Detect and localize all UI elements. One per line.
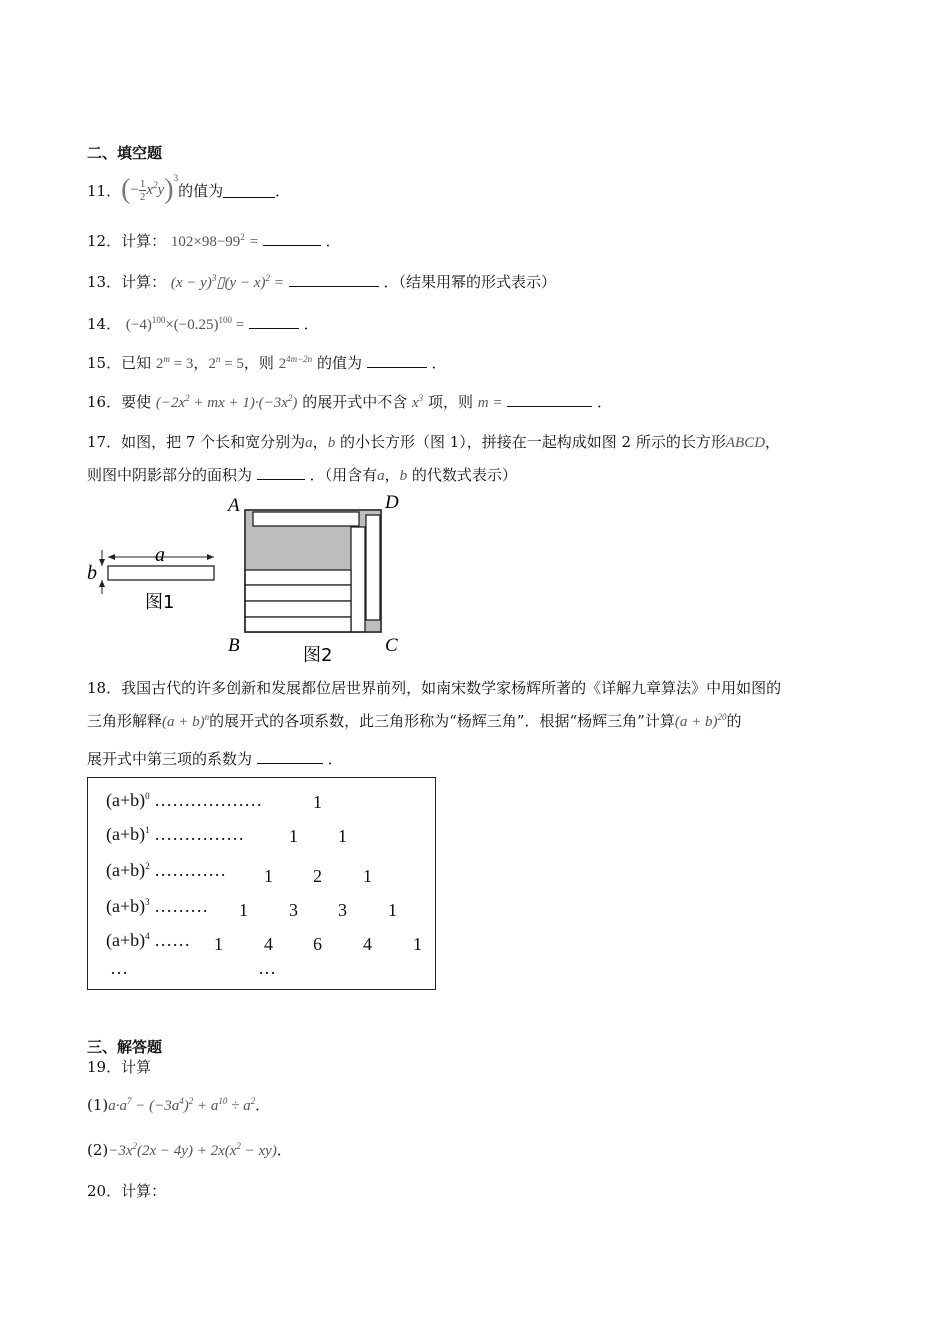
coeff: 2 xyxy=(313,866,322,886)
triangle-row-3: $(a+b)^3$ ……… xyxy=(106,896,209,916)
coeff: 1 xyxy=(413,934,422,954)
answer-blank-16[interactable] xyxy=(507,392,592,407)
coeff: 6 xyxy=(313,934,322,954)
fig1-label-a: a xyxy=(155,544,165,566)
coeff: 4 xyxy=(264,934,273,954)
section-title-fill: 二、填空题 xyxy=(87,144,163,162)
coeff: 1 xyxy=(289,826,298,846)
triangle-row-2: $(a+b)^2$ ………… xyxy=(106,860,227,880)
coeff: 1 xyxy=(264,866,273,886)
triangle-row-4: $(a+b)^4$ …… xyxy=(106,930,191,950)
figure-1 xyxy=(87,544,214,613)
fig1-label-b: b xyxy=(87,562,97,584)
answer-blank-15[interactable] xyxy=(367,353,427,368)
question-19: 19．计算 xyxy=(87,1058,152,1076)
q11-text: 的值为 xyxy=(178,181,224,200)
fig2-label-D: D xyxy=(385,492,399,513)
coeff: 1 xyxy=(214,934,223,954)
question-11: 11． ( − $\frac{1}{2}$ $x^2y$ ) $^3$ 的值为 ． xyxy=(87,173,291,205)
q12-expression: 102×98−99 xyxy=(170,234,241,250)
answer-blank-13[interactable] xyxy=(289,272,379,287)
question-12: 12．计算： $102\times 98-99^2$ = ． xyxy=(87,232,341,250)
triangle-ellipsis-mid: … xyxy=(258,958,276,978)
question-20: 20．计算： xyxy=(87,1182,167,1200)
question-18-line1: 18．我国古代的许多创新和发展都位居世界前列，如南宋数学家杨辉所著的《详解九章算法》中用如图的 xyxy=(87,679,782,697)
section-title-answer: 三、解答题 xyxy=(87,1038,163,1056)
fig2-label-C: C xyxy=(385,635,398,656)
coeff: 3 xyxy=(338,900,347,920)
question-19-part1: $(1)a\cdot a^7 - (-3a^4)^2 + a^{10} \div a^2$． xyxy=(87,1096,271,1114)
fig2-label-B: B xyxy=(228,635,240,656)
coeff: 1 xyxy=(239,900,248,920)
question-14: 14． $(-4)^{100}\times(-0.25)^{100}$ = ． xyxy=(87,315,319,333)
question-18-line3: 展开式中第三项的系数为 ． xyxy=(87,750,343,768)
fig2-label-A: A xyxy=(228,495,240,516)
fig2-caption: 图2 xyxy=(303,645,333,666)
question-19-part2: $(2)-3x^2(2x - 4y) + 2x(x^2 - xy)$． xyxy=(87,1141,292,1159)
coeff: 1 xyxy=(338,826,347,846)
coeff: 3 xyxy=(289,900,298,920)
question-17-figures xyxy=(85,490,405,670)
triangle-row-1: $(a+b)^1$ …………… xyxy=(106,824,245,844)
yanghui-triangle-box xyxy=(87,777,436,990)
answer-blank-17[interactable] xyxy=(257,465,305,480)
coeff: 1 xyxy=(363,866,372,886)
question-17-line2: 则图中阴影部分的面积为 ．（用含有a，b 的代数式表示） xyxy=(87,466,517,484)
question-15: 15．已知 $2^m = 3$，$2^n = 5$，则 $2^{4m-2n}$ 的值为 ． xyxy=(87,354,447,372)
question-13: 13．计算： $(x - y)^3▯(y - x)^2$ = ．（结果用幂的形式表示） xyxy=(87,273,556,291)
question-18-line2: 三角形解释$(a + b)^n$的展开式的各项系数，此三角形称为“杨辉三角”．根据“杨辉三角”计算$(a + b)^{20}$的 xyxy=(87,712,742,730)
coeff: 1 xyxy=(388,900,397,920)
coeff: 4 xyxy=(363,934,372,954)
q11-number: 11． xyxy=(87,181,122,200)
triangle-ellipsis-left: … xyxy=(110,958,128,978)
answer-blank-12[interactable] xyxy=(263,231,321,246)
answer-blank-18[interactable] xyxy=(257,749,323,764)
coeff: 1 xyxy=(313,792,322,812)
question-17-line1: 17．如图，把 7 个长和宽分别为a，b 的小长方形（图 1），拼接在一起构成如图 2 所示的长方形ABCD， xyxy=(87,433,781,451)
answer-blank-11[interactable] xyxy=(223,183,275,198)
answer-blank-14[interactable] xyxy=(249,314,299,329)
question-16: 16．要使 ($-2x^2$ + mx + $1)\cdot(-3x^2)$ 的展开式中不含 $x^3$ 项，则 m = ． xyxy=(87,393,613,411)
figure-2 xyxy=(226,492,399,666)
fig1-caption: 图1 xyxy=(145,592,175,613)
triangle-row-0: $(a+b)^0$ ……………… xyxy=(106,790,263,810)
